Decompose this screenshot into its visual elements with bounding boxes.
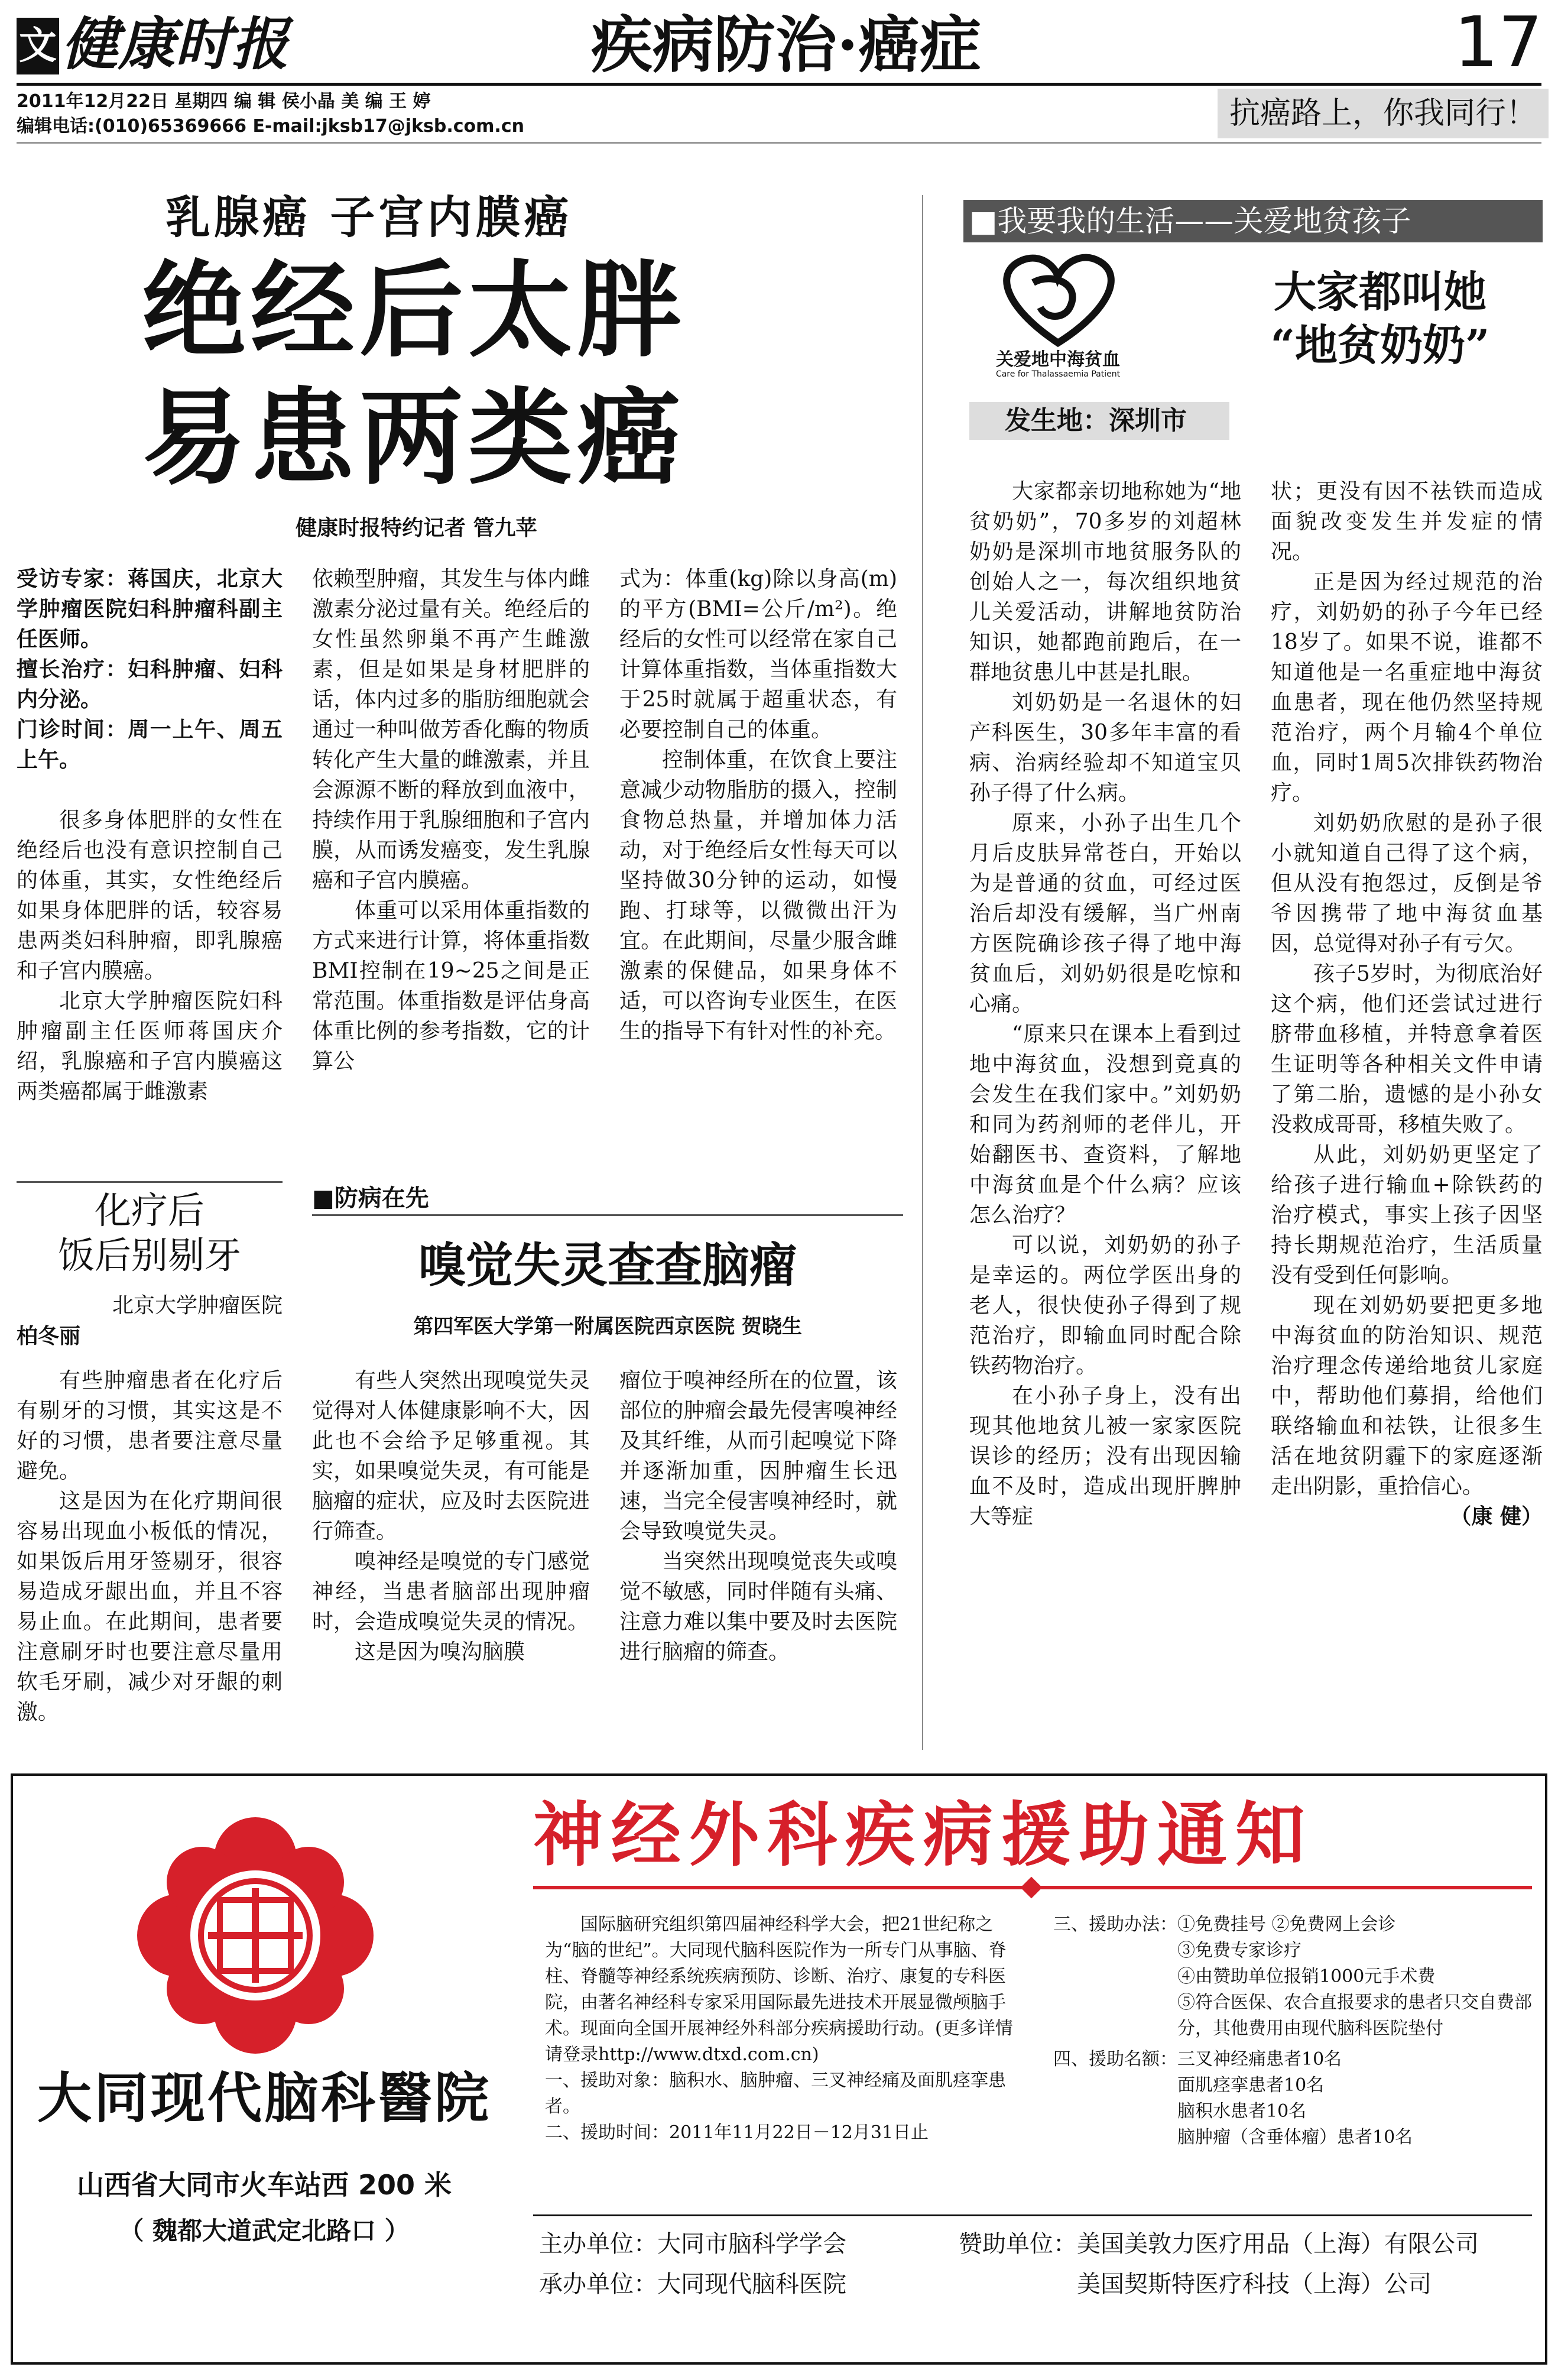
- advert-method-item: ①免费挂号 ②免费网上会诊: [1177, 1914, 1396, 1935]
- masthead-bottom-rule: [17, 142, 1541, 144]
- heart-ribbon-icon: [969, 248, 1147, 349]
- newspaper-logo: 健康时报: [61, 11, 288, 77]
- lead-kicker: 乳腺癌 子宫内膜癌: [165, 191, 573, 244]
- advert-footer-rule: [533, 2214, 1532, 2216]
- advert-organizer-value: 大同现代脑科医院: [657, 2271, 846, 2298]
- advert-sponsor-2: 美国契斯特医疗科技（上海）公司: [1077, 2271, 1432, 2298]
- side-headline-line-2: 饭后别剔牙: [57, 1234, 241, 1277]
- feature-paragraph: 在小孙子身上，没有出现其他地贫儿被一家家医院误诊的经历；没有出现因输血不及时，造成出现肝脾肿大等症: [969, 1384, 1241, 1529]
- advert-sponsor-value: 美国美敦力医疗用品（上海）有限公司: [1077, 2230, 1479, 2258]
- feature-paragraph: 可以说，刘奶奶的孙子是幸运的。两位学医出身的老人，很快使孙子得到了规范治疗，即输血同时配合除铁药物治疗。: [969, 1233, 1241, 1378]
- advert-intro: 国际脑研究组织第四届神经科学大会，把21世纪称之为“脑的世纪”。大同现代脑科医院作为一所专门从事脑、脊柱、脊髓等神经系统疾病预防、诊断、治疗、康复的专科医院，由著名神经科专家采用国际最先进技术开展显微颅脑手术。现面向全国开展神经外科部分疾病援助行动。(更多详情请登录http://www.dtxd.com.cn): [545, 1914, 1013, 2065]
- feature-paragraph: 状；更没有因不祛铁而造成面貌改变发生并发症的情况。: [1271, 479, 1543, 564]
- advert-title-diamond: [1021, 1877, 1043, 1899]
- lead-paragraph: 很多身体肥胖的女性在绝经后也没有意识控制自己的体重，其实，女性绝经后如果身体肥胖的话，较容易患两类妇科肿瘤，即乳腺癌和子宫内膜癌。: [17, 808, 283, 983]
- hospital-advert: [11, 1773, 1547, 2365]
- brain-paragraph: 当突然出现嗅觉丧失或嗅觉不敏感，同时伴随有头痛、注意力难以集中要及时去医院进行脑瘤的筛查。: [619, 1549, 897, 1664]
- advert-period: 二、援助时间：2011年11月22日－12月31日止: [545, 2122, 929, 2143]
- lead-paragraph: 控制体重，在饮食上要注意减少动物脂肪的摄入，控制食物总热量，并增加体力活动，对于绝经后女性每天可以坚持做30分钟的运动，如慢跑、打球等，以微微出汗为宜。在此期间，尽量少服含雌激素的保健品，如果身体不适，可以咨询专业医生，在医生的指导下有针对性的补充。: [619, 748, 897, 1043]
- advert-quota-label: 四、援助名额：: [1053, 2049, 1177, 2070]
- feature-paragraph: 刘奶奶是一名退休的妇产科医生，30多年丰富的看病、治病经验却不知道宝贝孙子得了什么病。: [969, 690, 1241, 805]
- feature-column-2: [1271, 476, 1543, 1532]
- brain-paragraph: 有些人突然出现嗅觉失灵觉得对人体健康影响不大，因此也不会给予足够重视。其实，如果嗅觉失灵，有可能是脑瘤的症状，应及时去医院进行筛查。: [312, 1369, 590, 1544]
- newspaper-logo-mark: 文: [17, 18, 59, 74]
- date-line: 2011年12月22日 星期四 编 辑 侯小晶 美 编 王 婷: [17, 91, 431, 112]
- hospital-name: 大同现代脑科醫院: [37, 2066, 491, 2130]
- advert-quota-item: 三叉神经痛患者10名: [1177, 2049, 1342, 2070]
- feature-paragraph: 大家都亲切地称她为“地贫奶奶”，70多岁的刘超林奶奶是深圳市地贫服务队的创始人之一，每次组织地贫儿关爱活动，讲解地贫防治知识，她都跑前跑后，在一群地贫患儿中甚是扎眼。: [969, 479, 1241, 685]
- lead-column-1: [17, 564, 283, 1107]
- advert-sponsor: [959, 2226, 1479, 2262]
- expert-specialty: 擅长治疗：妇科肿瘤、妇科内分泌。: [17, 657, 283, 712]
- feature-headline-line-1: 大家都叫她: [1273, 267, 1486, 317]
- lead-column-2: [312, 564, 590, 1076]
- feature-paragraph: 正是因为经过规范的治疗，刘奶奶的孙子今年已经18岁了。如果不说，谁都不知道他是一名重症地中海贫血患者，现在他仍然坚持规范治疗，两个月输4个单位血，同时1周5次排铁药物治疗。: [1271, 570, 1543, 805]
- feature-paragraph: “原来只在课本上看到过地中海贫血，没想到竟真的会发生在我们家中。”刘奶奶和同为药剂师的老伴儿，开始翻医书、查资料，了解地中海贫血是个什么病？应该怎么治疗？: [969, 1022, 1241, 1227]
- feature-paragraph: 刘奶奶欣慰的是孙子很小就知道自己得了这个病，但从没有抱怨过，反倒是爷爷因携带了地中海贫血基因，总觉得对孙子有亏欠。: [1271, 811, 1543, 956]
- page-number: 17: [1453, 1, 1543, 83]
- advert-right-block: [1053, 1912, 1538, 2151]
- side-article-rule: [17, 1181, 283, 1183]
- feature-column-1: [969, 476, 1241, 1532]
- advert-host: [539, 2226, 846, 2262]
- hospital-address-detail: （ 魏都大道武定北路口 ）: [119, 2216, 410, 2245]
- advert-quota-item: 面肌痉挛患者10名: [1177, 2075, 1325, 2096]
- advert-method-item: ⑤符合医保、农合直报要求的患者只交自费部分，其他费用由现代脑科医院垫付: [1177, 1992, 1532, 2039]
- column-tag: ■防病在先: [312, 1182, 903, 1216]
- side-byline-org: 北京大学肿瘤医院: [112, 1293, 283, 1318]
- advert-host-label: 主办单位：: [539, 2230, 657, 2258]
- advert-left-block: [545, 1912, 1018, 2146]
- brain-headline: 嗅觉失灵查查脑瘤: [418, 1237, 797, 1293]
- advert-organizer: [539, 2266, 846, 2302]
- masthead-rule: [17, 83, 1541, 86]
- feature-location: 发生地：深圳市: [969, 402, 1229, 440]
- lead-paragraph: 依赖型肿瘤，其发生与体内雌激素分泌过量有关。绝经后的女性虽然卵巢不再产生雌激素，但是如果是身材肥胖的话，体内过多的脂肪细胞就会通过一种叫做芳香化酶的物质转化产生大量的雌激素，并且会源源不断的释放到血液中，持续作用于乳腺细胞和子宫内膜，从而诱发癌变，发生乳腺癌和子宫内膜癌。: [312, 567, 590, 893]
- feature-headline-line-2: “地贫奶奶”: [1270, 320, 1490, 370]
- feature-paragraph: 从此，刘奶奶更坚定了给孩子进行输血+除铁药的治疗模式，事实上孩子因坚持长期规范治疗，生活质量没有受到任何影响。: [1271, 1143, 1543, 1288]
- expert-info: 受访专家：蒋国庆，北京大学肿瘤医院妇科肿瘤科副主任医师。: [17, 566, 283, 651]
- side-byline-name: 柏冬丽: [17, 1324, 81, 1348]
- brain-column-2: [619, 1366, 897, 1667]
- side-body: [17, 1366, 283, 1727]
- section-title: 疾病防治·癌症: [590, 8, 982, 81]
- slogan: 抗癌路上，你我同行！: [1218, 89, 1549, 138]
- brain-paragraph: 嗅神经是嗅觉的专门感觉神经，当患者脑部出现肿瘤时，会造成嗅觉失灵的情况。: [312, 1549, 590, 1634]
- hospital-emblem: [137, 1817, 374, 2054]
- lead-headline-line-2: 易患两类癌: [142, 377, 686, 499]
- column-divider: [922, 195, 923, 1750]
- advert-host-value: 大同市脑科学学会: [657, 2230, 846, 2258]
- brain-byline: 第四军医大学第一附属医院西京医院 贺晓生: [413, 1315, 802, 1338]
- advert-quota-item: 脑积水患者10名: [1177, 2101, 1307, 2122]
- advert-title: 神经外科疾病援助通知: [533, 1794, 1314, 1876]
- lead-headline-line-1: 绝经后太胖: [142, 249, 686, 371]
- hospital-emblem-icon: [137, 1817, 374, 2054]
- logo-caption-en: Care for Thalassaemia Patient: [995, 369, 1121, 379]
- advert-quota-item: 脑肿瘤（含垂体瘤）患者10名: [1177, 2127, 1413, 2148]
- lead-paragraph: 体重可以采用体重指数的方式来进行计算，将体重指数BMI控制在19~25之间是正常范围。体重指数是评估身高体重比例的参考指数，它的计算公: [312, 899, 590, 1074]
- masthead: [0, 0, 1558, 148]
- expert-clinic-hours: 门诊时间：周一上午、周五上午。: [17, 717, 283, 772]
- brain-paragraph: 瘤位于嗅神经所在的位置，该部位的肿瘤会最先侵害嗅神经及其纤维，从而引起嗅觉下降并逐渐加重，因肿瘤生长迅速，当完全侵害嗅神经时，就会导致嗅觉失灵。: [619, 1369, 897, 1544]
- advert-method-item: ④由赞助单位报销1000元手术费: [1177, 1966, 1436, 1987]
- lead-paragraph: 式为：体重(kg)除以身高(m)的平方(BMI=公斤/m²)。绝经后的女性可以经常在家自己计算体重指数，当体重指数大于25时就属于超重状态，有必要控制自己的体重。: [619, 567, 897, 742]
- hospital-address: 山西省大同市火车站西 200 米: [76, 2169, 452, 2201]
- feature-paragraph: 孩子5岁时，为彻底治好这个病，他们还尝试过进行脐带血移植，并特意拿着医生证明等各种相关文件申请了第二胎，遗憾的是小孙女没救成哥哥，移植失败了。: [1271, 962, 1543, 1137]
- logo-caption: 关爱地中海贫血: [996, 349, 1120, 370]
- feature-signature: （康 健）: [1450, 1504, 1543, 1529]
- advert-method-item: ③免费专家诊疗: [1177, 1940, 1301, 1961]
- advert-sponsor-label: 赞助单位：: [959, 2230, 1077, 2258]
- brain-paragraph: 这是因为嗅沟脑膜: [355, 1640, 525, 1664]
- advert-method-label: 三、援助办法：: [1053, 1914, 1177, 1935]
- thalassemia-logo: [969, 248, 1147, 378]
- contact-line: 编辑电话:(010)65369666 E-mail:jksb17@jksb.com.cn: [17, 116, 524, 137]
- lead-column-3: [619, 564, 897, 1046]
- feature-paragraph: 原来，小孙子出生几个月后皮肤异常苍白，开始以为是普通的贫血，可经过医治后却没有缓解，当广州南方医院确诊孩子得了地中海贫血后，刘奶奶很是吃惊和心痛。: [969, 811, 1241, 1016]
- lead-byline: 健康时报特约记者 管九苹: [296, 515, 537, 540]
- brain-column-1: [312, 1366, 590, 1667]
- side-paragraph: 这是因为在化疗期间很容易出现血小板低的情况，如果饭后用牙签剔牙，很容易造成牙龈出血，并且不容易止血。在此期间，患者要注意刷牙时也要注意尽量用软毛牙刷，减少对牙龈的刺激。: [17, 1489, 283, 1724]
- lead-paragraph: 北京大学肿瘤医院妇科肿瘤副主任医师蒋国庆介绍，乳腺癌和子宫内膜癌这两类癌都属于雌激素: [17, 989, 283, 1104]
- advert-organizer-label: 承办单位：: [539, 2271, 657, 2298]
- feature-column-header: ■我要我的生活——关爱地贫孩子: [963, 200, 1543, 242]
- feature-paragraph: 现在刘奶奶要把更多地中海贫血的防治知识、规范治疗理念传递给地贫儿家庭中，帮助他们募捐，给他们联络输血和祛铁，让很多生活在地贫阴霾下的家庭逐渐走出阴影，重拾信心。: [1271, 1293, 1543, 1499]
- side-paragraph: 有些肿瘤患者在化疗后有剔牙的习惯，其实这是不好的习惯，患者要注意尽量避免。: [17, 1369, 283, 1483]
- side-headline-line-1: 化疗后: [94, 1189, 205, 1232]
- advert-target: 一、援助对象：脑积水、脑肿瘤、三叉神经痛及面肌痉挛患者。: [545, 2070, 1006, 2117]
